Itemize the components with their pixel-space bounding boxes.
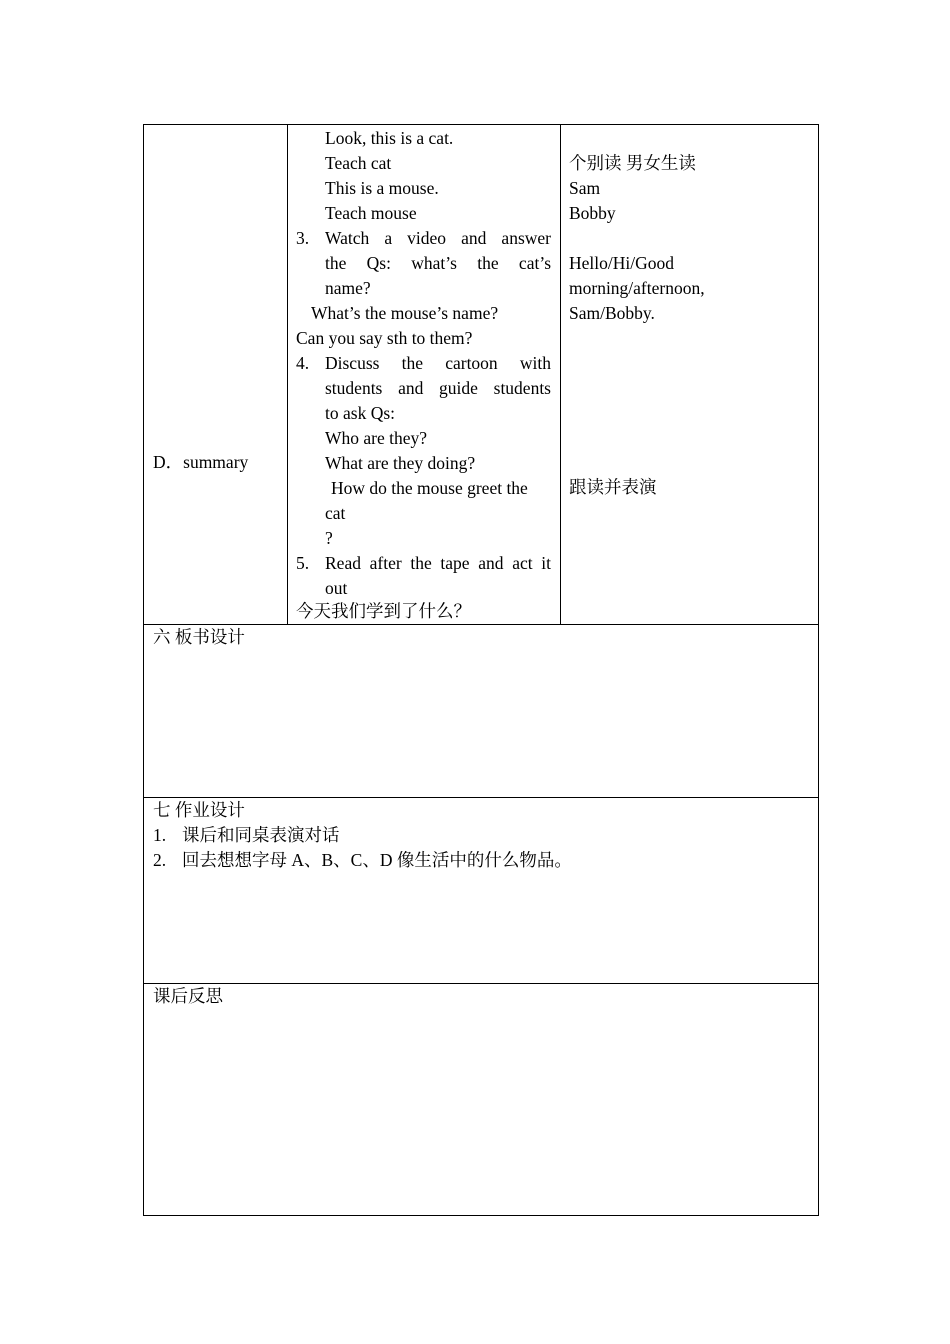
step3-line: Watch a video and answer [325,228,551,248]
step4-question: How do the mouse greet the [331,478,528,498]
student-line: Bobby [569,203,616,223]
row-divider-2 [144,797,818,798]
step4-question: ? [325,528,333,548]
col-divider-2 [560,125,561,624]
step3-line: name? [325,278,371,298]
procedure-line: This is a mouse. [325,178,439,198]
procedure-question: Can you say sth to them? [296,328,473,348]
step-number: 4. [296,353,310,373]
step4-question: cat [325,503,346,523]
homework-number: 1. [153,825,167,845]
step4-line: to ask Qs: [325,403,395,423]
homework-item: 回去想想字母 A、B、C、D 像生活中的什么物品。 [182,850,572,870]
student-greeting: Sam/Bobby. [569,303,655,323]
student-act: 跟读并表演 [569,477,657,497]
student-line: 个别读 男女生读 [569,153,696,173]
student-greeting: morning/afternoon, [569,278,705,298]
step-number: 5. [296,553,310,573]
homework-number: 2. [153,850,167,870]
step-number: 3. [296,228,310,248]
step4-question: Who are they? [325,428,428,448]
board-design-title: 六 板书设计 [153,627,245,647]
homework-title: 七 作业设计 [153,800,245,820]
procedure-question: What’s the mouse’s name? [311,303,499,323]
step4-line: Discuss the cartoon with [325,353,551,373]
step4-question: What are they doing? [325,453,476,473]
step5-line: Read after the tape and act it [325,553,551,573]
lesson-plan-table [143,124,819,1216]
step4-line: students and guide students [325,378,551,398]
procedure-line: Teach cat [325,153,392,173]
procedure-line: Look, this is a cat. [325,128,454,148]
row-divider-1 [144,624,818,625]
summary-question: 今天我们学到了什么？ [296,601,471,621]
row-divider-3 [144,983,818,984]
student-greeting: Hello/Hi/Good [569,253,674,273]
step5-line: out [325,578,348,598]
reflection-title: 课后反思 [153,986,223,1006]
stage-label: D．summary [153,452,249,472]
student-line: Sam [569,178,601,198]
step3-line: the Qs: what’s the cat’s [325,253,551,273]
col-divider-1 [287,125,288,624]
procedure-line: Teach mouse [325,203,417,223]
homework-item: 课后和同桌表演对话 [182,825,340,845]
